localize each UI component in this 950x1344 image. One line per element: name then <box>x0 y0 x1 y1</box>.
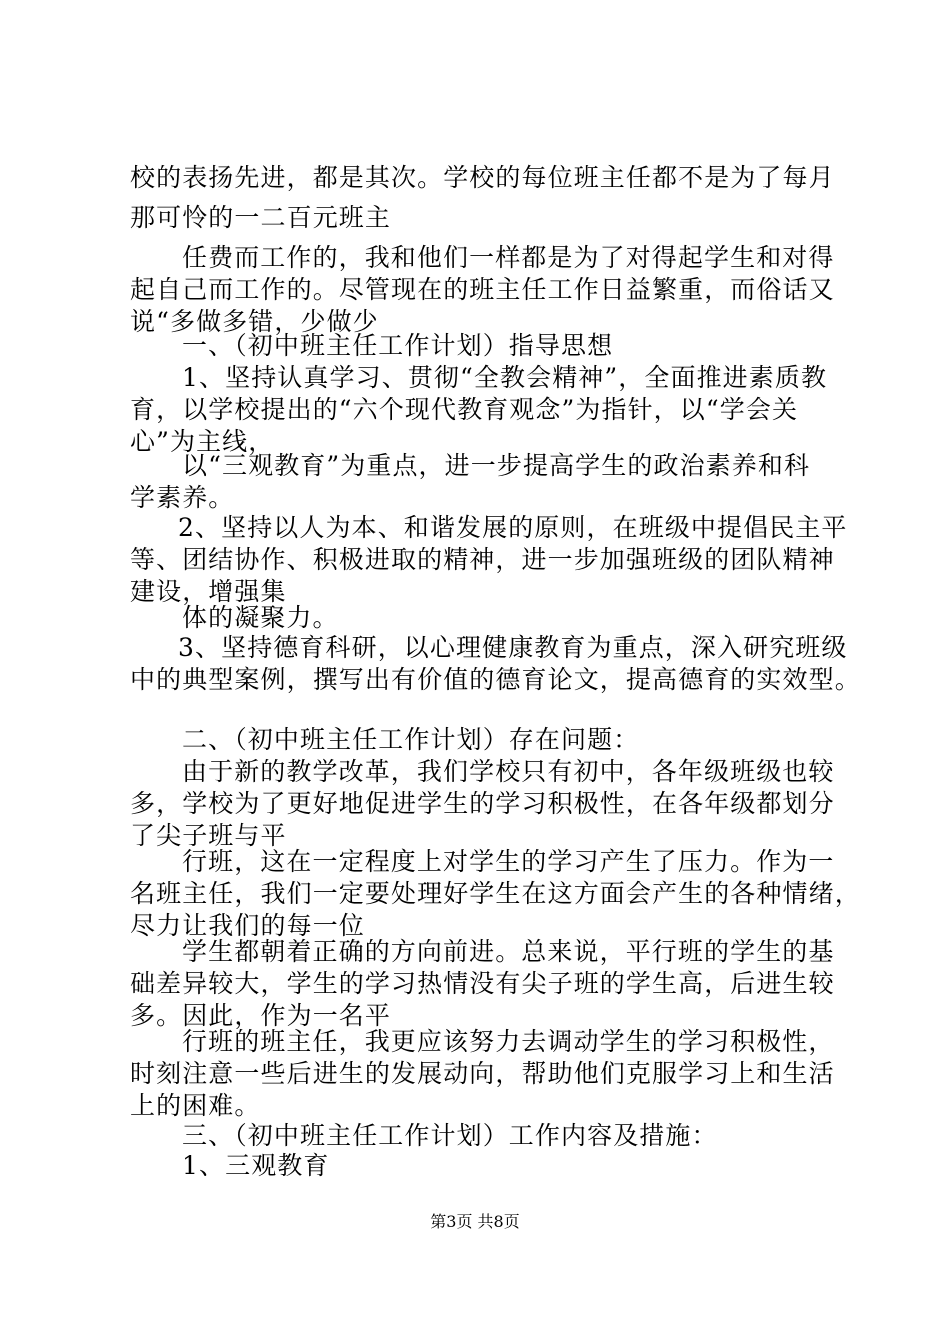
text-line: 起自己而工作的。尽管现在的班主任工作日益繁重，而俗话又 <box>130 275 835 304</box>
text-line: 校的表扬先进，都是其次。学校的每位班主任都不是为了每月 <box>130 163 835 192</box>
text-line: 础差异较大，学生的学习热情没有尖子班的学生高，后进生较 <box>130 969 835 998</box>
text-line: 3、坚持德育科研，以心理健康教育为重点，深入研究班级 <box>178 633 848 662</box>
text-line: 建设，增强集 <box>130 577 287 606</box>
text-line: 等、团结协作、积极进取的精神，进一步加强班级的团队精神 <box>130 545 835 574</box>
text-line: 学生都朝着正确的方向前进。总来说，平行班的学生的基 <box>182 937 835 966</box>
text-line: 说“多做多错，少做少 <box>130 307 379 336</box>
text-line: 体的凝聚力。 <box>182 603 339 632</box>
text-line: 1、三观教育 <box>182 1151 330 1180</box>
text-line: 行班的班主任，我更应该努力去调动学生的学习积极性， <box>182 1027 835 1056</box>
text-line: 中的典型案例，撰写出有价值的德育论文，提高德育的实效型。 <box>130 665 861 694</box>
text-line: 由于新的教学改革，我们学校只有初中，各年级班级也较 <box>182 757 835 786</box>
text-line: 多，学校为了更好地促进学生的学习积极性，在各年级都划分 <box>130 789 835 818</box>
text-line: 2、坚持以人为本、和谐发展的原则，在班级中提倡民主平 <box>178 513 848 542</box>
section-heading: 三、（初中班主任工作计划）工作内容及措施： <box>182 1121 718 1150</box>
text-line: 尽力让我们的每一位 <box>130 911 365 940</box>
text-line: 育，以学校提出的“六个现代教育观念”为指针，以“学会关 <box>130 395 799 424</box>
text-line: 行班，这在一定程度上对学生的学习产生了压力。作为一 <box>182 847 835 876</box>
text-line: 时刻注意一些后进生的发展动向，帮助他们克服学习上和生活 <box>130 1059 835 1088</box>
text-line: 名班主任，我们一定要处理好学生在这方面会产生的各种情绪， <box>130 879 861 908</box>
section-heading: 二、（初中班主任工作计划）存在问题： <box>182 725 640 754</box>
text-line: 上的困难。 <box>130 1091 261 1120</box>
text-line: 任费而工作的，我和他们一样都是为了对得起学生和对得 <box>182 243 835 272</box>
text-line: 以“三观教育”为重点，进一步提高学生的政治素养和科 <box>182 451 811 480</box>
text-line: 心”为主线， <box>130 427 275 456</box>
text-line: 那可怜的一二百元班主 <box>130 203 392 232</box>
page-footer: 第3页 共8页 <box>430 1212 520 1231</box>
text-line: 多。因此，作为一名平 <box>130 1001 392 1030</box>
text-line: 了尖子班与平 <box>130 821 287 850</box>
section-heading: 一、（初中班主任工作计划）指导思想 <box>182 331 614 360</box>
text-line: 学素养。 <box>130 483 235 512</box>
text-line: 1、坚持认真学习、贯彻“全教会精神”，全面推进素质教 <box>182 363 828 392</box>
